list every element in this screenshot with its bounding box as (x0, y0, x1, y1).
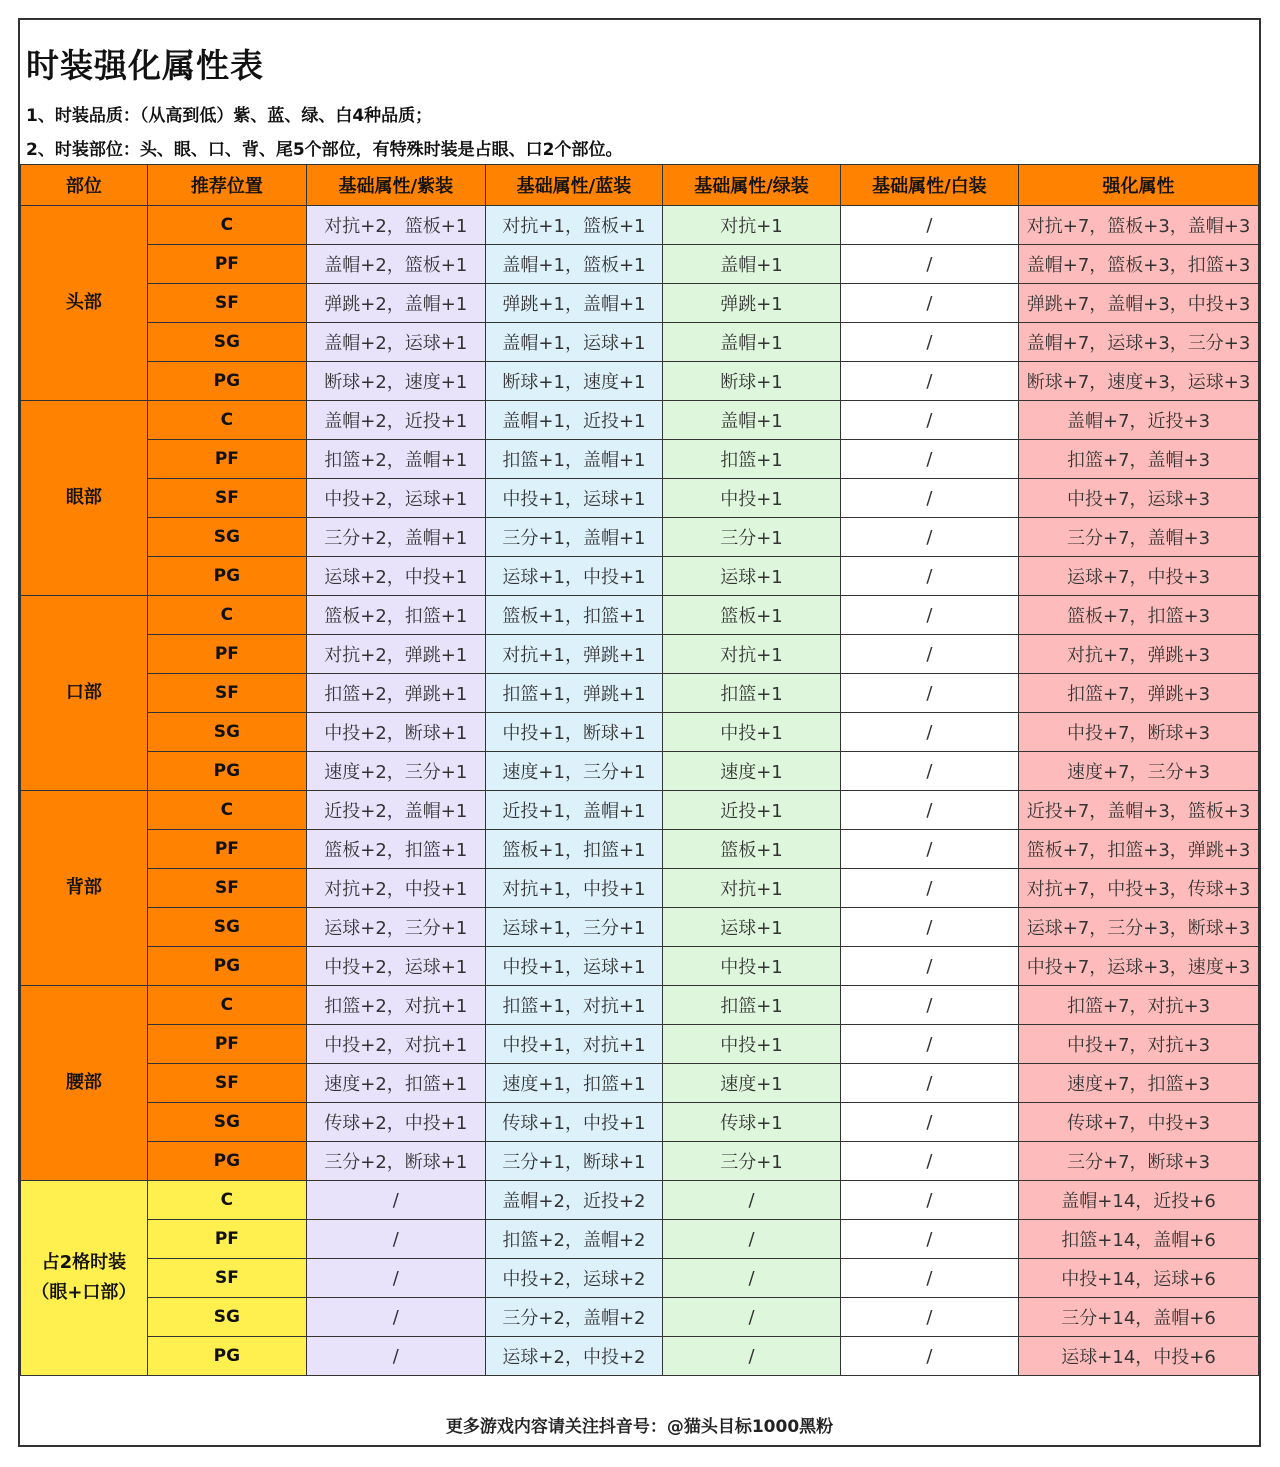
white-cell: / (840, 1220, 1018, 1259)
position-cell: SF (147, 1259, 306, 1298)
part-cell-head: 头部 (21, 206, 148, 401)
white-cell: / (840, 323, 1018, 362)
white-cell: / (840, 830, 1018, 869)
footer-note: 更多游戏内容请关注抖音号：@猫头目标1000黑粉 (445, 1417, 834, 1437)
green-cell: 运球+1 (663, 557, 840, 596)
table-body (21, 206, 1259, 1376)
green-cell: / (663, 1181, 840, 1220)
purple-cell: 运球+2，三分+1 (306, 908, 485, 947)
position-cell: PG (147, 752, 306, 791)
table-row (21, 869, 1259, 908)
white-cell: / (840, 908, 1018, 947)
blue-cell: 速度+1，扣篮+1 (485, 1064, 663, 1103)
table-row (21, 557, 1259, 596)
position-cell: PG (147, 947, 306, 986)
position-cell: C (147, 791, 306, 830)
attribute-table (20, 164, 1259, 1376)
purple-cell: 速度+2，扣篮+1 (306, 1064, 485, 1103)
green-cell: 盖帽+1 (663, 401, 840, 440)
white-cell: / (840, 752, 1018, 791)
note-parts: 2、时装部位：头、眼、口、背、尾5个部位，有特殊时装是占眼、口2个部位。 (26, 140, 623, 160)
blue-cell: 中投+1，对抗+1 (485, 1025, 663, 1064)
purple-cell: 扣篮+2，弹跳+1 (306, 674, 485, 713)
purple-cell: 中投+2，对抗+1 (306, 1025, 485, 1064)
enhance-cell: 传球+7，中投+3 (1019, 1103, 1259, 1142)
table-row (21, 1064, 1259, 1103)
part-cell-eyes: 眼部 (21, 401, 148, 596)
position-cell: C (147, 986, 306, 1025)
part-label-line2: （眼+口部） (31, 1282, 137, 1303)
position-cell: PG (147, 1142, 306, 1181)
white-cell: / (840, 1298, 1018, 1337)
position-cell: SG (147, 713, 306, 752)
blue-cell: 速度+1，三分+1 (485, 752, 663, 791)
part-cell-mouth: 口部 (21, 596, 148, 791)
green-cell: / (663, 1259, 840, 1298)
white-cell: / (840, 596, 1018, 635)
green-cell: / (663, 1337, 840, 1376)
position-cell: PF (147, 245, 306, 284)
blue-cell: 近投+1，盖帽+1 (485, 791, 663, 830)
enhance-cell: 对抗+7，篮板+3，盖帽+3 (1019, 206, 1259, 245)
col-header-part: 部位 (21, 165, 148, 206)
enhance-cell: 扣篮+7，弹跳+3 (1019, 674, 1259, 713)
purple-cell: 三分+2，断球+1 (306, 1142, 485, 1181)
table-row (21, 362, 1259, 401)
white-cell: / (840, 1337, 1018, 1376)
position-cell: PF (147, 830, 306, 869)
white-cell: / (840, 869, 1018, 908)
blue-cell: 对抗+1，弹跳+1 (485, 635, 663, 674)
purple-cell: 篮板+2，扣篮+1 (306, 830, 485, 869)
part-label-line1: 占2格时装 (41, 1252, 127, 1273)
position-cell: SF (147, 674, 306, 713)
purple-cell: 对抗+2，弹跳+1 (306, 635, 485, 674)
table-row (21, 1259, 1259, 1298)
position-cell: PF (147, 1220, 306, 1259)
purple-cell: 中投+2，运球+1 (306, 947, 485, 986)
position-cell: SG (147, 908, 306, 947)
white-cell: / (840, 1025, 1018, 1064)
table-row (21, 1103, 1259, 1142)
position-cell: SG (147, 518, 306, 557)
table-row (21, 1025, 1259, 1064)
position-cell: SF (147, 479, 306, 518)
purple-cell: 传球+2，中投+1 (306, 1103, 485, 1142)
green-cell: / (663, 1220, 840, 1259)
col-header-white: 基础属性/白装 (840, 165, 1018, 206)
table-row (21, 1337, 1259, 1376)
blue-cell: 对抗+1，篮板+1 (485, 206, 663, 245)
blue-cell: 盖帽+1，篮板+1 (485, 245, 663, 284)
position-cell: PF (147, 440, 306, 479)
position-cell: PG (147, 557, 306, 596)
purple-cell: 盖帽+2，近投+1 (306, 401, 485, 440)
white-cell: / (840, 440, 1018, 479)
green-cell: 速度+1 (663, 1064, 840, 1103)
table-row (21, 1298, 1259, 1337)
white-cell: / (840, 713, 1018, 752)
table-row (21, 596, 1259, 635)
white-cell: / (840, 518, 1018, 557)
position-cell: C (147, 401, 306, 440)
green-cell: 盖帽+1 (663, 323, 840, 362)
green-cell: 弹跳+1 (663, 284, 840, 323)
blue-cell: 扣篮+2，盖帽+2 (485, 1220, 663, 1259)
enhance-cell: 对抗+7，中投+3，传球+3 (1019, 869, 1259, 908)
enhance-cell: 对抗+7，弹跳+3 (1019, 635, 1259, 674)
col-header-green: 基础属性/绿装 (663, 165, 840, 206)
purple-cell: 扣篮+2，对抗+1 (306, 986, 485, 1025)
white-cell: / (840, 1142, 1018, 1181)
blue-cell: 扣篮+1，弹跳+1 (485, 674, 663, 713)
green-cell: 篮板+1 (663, 596, 840, 635)
purple-cell: 弹跳+2，盖帽+1 (306, 284, 485, 323)
table-row (21, 635, 1259, 674)
green-cell: 扣篮+1 (663, 986, 840, 1025)
enhance-cell: 扣篮+7，盖帽+3 (1019, 440, 1259, 479)
table-row (21, 206, 1259, 245)
green-cell: 速度+1 (663, 752, 840, 791)
position-cell: PF (147, 1025, 306, 1064)
table-row (21, 1142, 1259, 1181)
white-cell: / (840, 1103, 1018, 1142)
purple-cell: 篮板+2，扣篮+1 (306, 596, 485, 635)
green-cell: 三分+1 (663, 1142, 840, 1181)
blue-cell: 运球+1，三分+1 (485, 908, 663, 947)
purple-cell: 扣篮+2，盖帽+1 (306, 440, 485, 479)
enhance-cell: 三分+7，断球+3 (1019, 1142, 1259, 1181)
enhance-cell: 盖帽+7，近投+3 (1019, 401, 1259, 440)
blue-cell: 中投+1，运球+1 (485, 947, 663, 986)
white-cell: / (840, 557, 1018, 596)
part-cell-back: 背部 (21, 791, 148, 986)
green-cell: 中投+1 (663, 713, 840, 752)
green-cell: 中投+1 (663, 947, 840, 986)
col-header-enhance: 强化属性 (1019, 165, 1259, 206)
position-cell: C (147, 596, 306, 635)
white-cell: / (840, 791, 1018, 830)
enhance-cell: 三分+14，盖帽+6 (1019, 1298, 1259, 1337)
green-cell: 中投+1 (663, 479, 840, 518)
table-row (21, 713, 1259, 752)
blue-cell: 篮板+1，扣篮+1 (485, 830, 663, 869)
sheet-header (26, 40, 622, 169)
blue-cell: 盖帽+1，运球+1 (485, 323, 663, 362)
enhance-cell: 近投+7，盖帽+3，篮板+3 (1019, 791, 1259, 830)
blue-cell: 三分+1，断球+1 (485, 1142, 663, 1181)
enhance-cell: 运球+7，三分+3，断球+3 (1019, 908, 1259, 947)
white-cell: / (840, 947, 1018, 986)
position-cell: SG (147, 323, 306, 362)
position-cell: PF (147, 635, 306, 674)
enhance-cell: 运球+14，中投+6 (1019, 1337, 1259, 1376)
white-cell: / (840, 206, 1018, 245)
blue-cell: 扣篮+1，对抗+1 (485, 986, 663, 1025)
purple-cell: 近投+2，盖帽+1 (306, 791, 485, 830)
purple-cell: 断球+2，速度+1 (306, 362, 485, 401)
position-cell: SF (147, 1064, 306, 1103)
purple-cell: 运球+2，中投+1 (306, 557, 485, 596)
blue-cell: 对抗+1，中投+1 (485, 869, 663, 908)
position-cell: SG (147, 1103, 306, 1142)
purple-cell: / (306, 1220, 485, 1259)
table-row (21, 323, 1259, 362)
purple-cell: / (306, 1259, 485, 1298)
white-cell: / (840, 1181, 1018, 1220)
white-cell: / (840, 401, 1018, 440)
blue-cell: 中投+1，断球+1 (485, 713, 663, 752)
note-quality: 1、时装品质：（从高到低）紫、蓝、绿、白4种品质； (26, 106, 433, 126)
enhance-cell: 盖帽+7，篮板+3，扣篮+3 (1019, 245, 1259, 284)
green-cell: 盖帽+1 (663, 245, 840, 284)
purple-cell: 三分+2，盖帽+1 (306, 518, 485, 557)
table-row (21, 479, 1259, 518)
green-cell: / (663, 1298, 840, 1337)
green-cell: 近投+1 (663, 791, 840, 830)
blue-cell: 运球+1，中投+1 (485, 557, 663, 596)
blue-cell: 断球+1，速度+1 (485, 362, 663, 401)
sheet-frame (18, 18, 1261, 1447)
white-cell: / (840, 635, 1018, 674)
purple-cell: 中投+2，断球+1 (306, 713, 485, 752)
purple-cell: 盖帽+2，篮板+1 (306, 245, 485, 284)
position-cell: PG (147, 1337, 306, 1376)
blue-cell: 传球+1，中投+1 (485, 1103, 663, 1142)
purple-cell: 速度+2，三分+1 (306, 752, 485, 791)
enhance-cell: 篮板+7，扣篮+3，弹跳+3 (1019, 830, 1259, 869)
enhance-cell: 运球+7，中投+3 (1019, 557, 1259, 596)
blue-cell: 扣篮+1，盖帽+1 (485, 440, 663, 479)
position-cell: SF (147, 284, 306, 323)
green-cell: 扣篮+1 (663, 674, 840, 713)
position-cell: SG (147, 1298, 306, 1337)
table-row (21, 830, 1259, 869)
green-cell: 三分+1 (663, 518, 840, 557)
purple-cell: / (306, 1181, 485, 1220)
table-row (21, 518, 1259, 557)
table-row (21, 245, 1259, 284)
table-row (21, 752, 1259, 791)
position-cell: C (147, 206, 306, 245)
green-cell: 对抗+1 (663, 206, 840, 245)
white-cell: / (840, 479, 1018, 518)
col-header-purple: 基础属性/紫装 (306, 165, 485, 206)
position-cell: PG (147, 362, 306, 401)
green-cell: 对抗+1 (663, 869, 840, 908)
part-cell-waist: 腰部 (21, 986, 148, 1181)
table-row (21, 908, 1259, 947)
position-cell: C (147, 1181, 306, 1220)
blue-cell: 运球+2，中投+2 (485, 1337, 663, 1376)
table-row (21, 947, 1259, 986)
enhance-cell: 扣篮+14，盖帽+6 (1019, 1220, 1259, 1259)
purple-cell: / (306, 1337, 485, 1376)
blue-cell: 中投+2，运球+2 (485, 1259, 663, 1298)
white-cell: / (840, 1259, 1018, 1298)
white-cell: / (840, 245, 1018, 284)
table-row (21, 1181, 1259, 1220)
blue-cell: 盖帽+1，近投+1 (485, 401, 663, 440)
enhance-cell: 速度+7，三分+3 (1019, 752, 1259, 791)
green-cell: 传球+1 (663, 1103, 840, 1142)
table-row (21, 401, 1259, 440)
table-row (21, 1220, 1259, 1259)
enhance-cell: 弹跳+7，盖帽+3，中投+3 (1019, 284, 1259, 323)
enhance-cell: 断球+7，速度+3，运球+3 (1019, 362, 1259, 401)
col-header-blue: 基础属性/蓝装 (485, 165, 663, 206)
blue-cell: 盖帽+2，近投+2 (485, 1181, 663, 1220)
purple-cell: 中投+2，运球+1 (306, 479, 485, 518)
blue-cell: 弹跳+1，盖帽+1 (485, 284, 663, 323)
table-row (21, 791, 1259, 830)
green-cell: 断球+1 (663, 362, 840, 401)
enhance-cell: 中投+7，对抗+3 (1019, 1025, 1259, 1064)
enhance-cell: 中投+7，运球+3，速度+3 (1019, 947, 1259, 986)
white-cell: / (840, 674, 1018, 713)
enhance-cell: 盖帽+14，近投+6 (1019, 1181, 1259, 1220)
green-cell: 篮板+1 (663, 830, 840, 869)
green-cell: 中投+1 (663, 1025, 840, 1064)
green-cell: 运球+1 (663, 908, 840, 947)
white-cell: / (840, 1064, 1018, 1103)
enhance-cell: 中投+7，运球+3 (1019, 479, 1259, 518)
enhance-cell: 中投+7，断球+3 (1019, 713, 1259, 752)
enhance-cell: 篮板+7，扣篮+3 (1019, 596, 1259, 635)
white-cell: / (840, 986, 1018, 1025)
table-header-row (21, 165, 1259, 206)
enhance-cell: 盖帽+7，运球+3，三分+3 (1019, 323, 1259, 362)
blue-cell: 三分+1，盖帽+1 (485, 518, 663, 557)
blue-cell: 中投+1，运球+1 (485, 479, 663, 518)
purple-cell: 对抗+2，篮板+1 (306, 206, 485, 245)
enhance-cell: 中投+14，运球+6 (1019, 1259, 1259, 1298)
enhance-cell: 扣篮+7，对抗+3 (1019, 986, 1259, 1025)
part-cell-double-slot (21, 1181, 148, 1376)
green-cell: 扣篮+1 (663, 440, 840, 479)
table-row (21, 440, 1259, 479)
table-row (21, 284, 1259, 323)
table-row (21, 674, 1259, 713)
blue-cell: 三分+2，盖帽+2 (485, 1298, 663, 1337)
white-cell: / (840, 362, 1018, 401)
purple-cell: 对抗+2，中投+1 (306, 869, 485, 908)
position-cell: SF (147, 869, 306, 908)
purple-cell: 盖帽+2，运球+1 (306, 323, 485, 362)
col-header-position: 推荐位置 (147, 165, 306, 206)
white-cell: / (840, 284, 1018, 323)
table-row (21, 986, 1259, 1025)
green-cell: 对抗+1 (663, 635, 840, 674)
blue-cell: 篮板+1，扣篮+1 (485, 596, 663, 635)
enhance-cell: 速度+7，扣篮+3 (1019, 1064, 1259, 1103)
purple-cell: / (306, 1298, 485, 1337)
page-title: 时装强化属性表 (26, 46, 264, 85)
enhance-cell: 三分+7，盖帽+3 (1019, 518, 1259, 557)
